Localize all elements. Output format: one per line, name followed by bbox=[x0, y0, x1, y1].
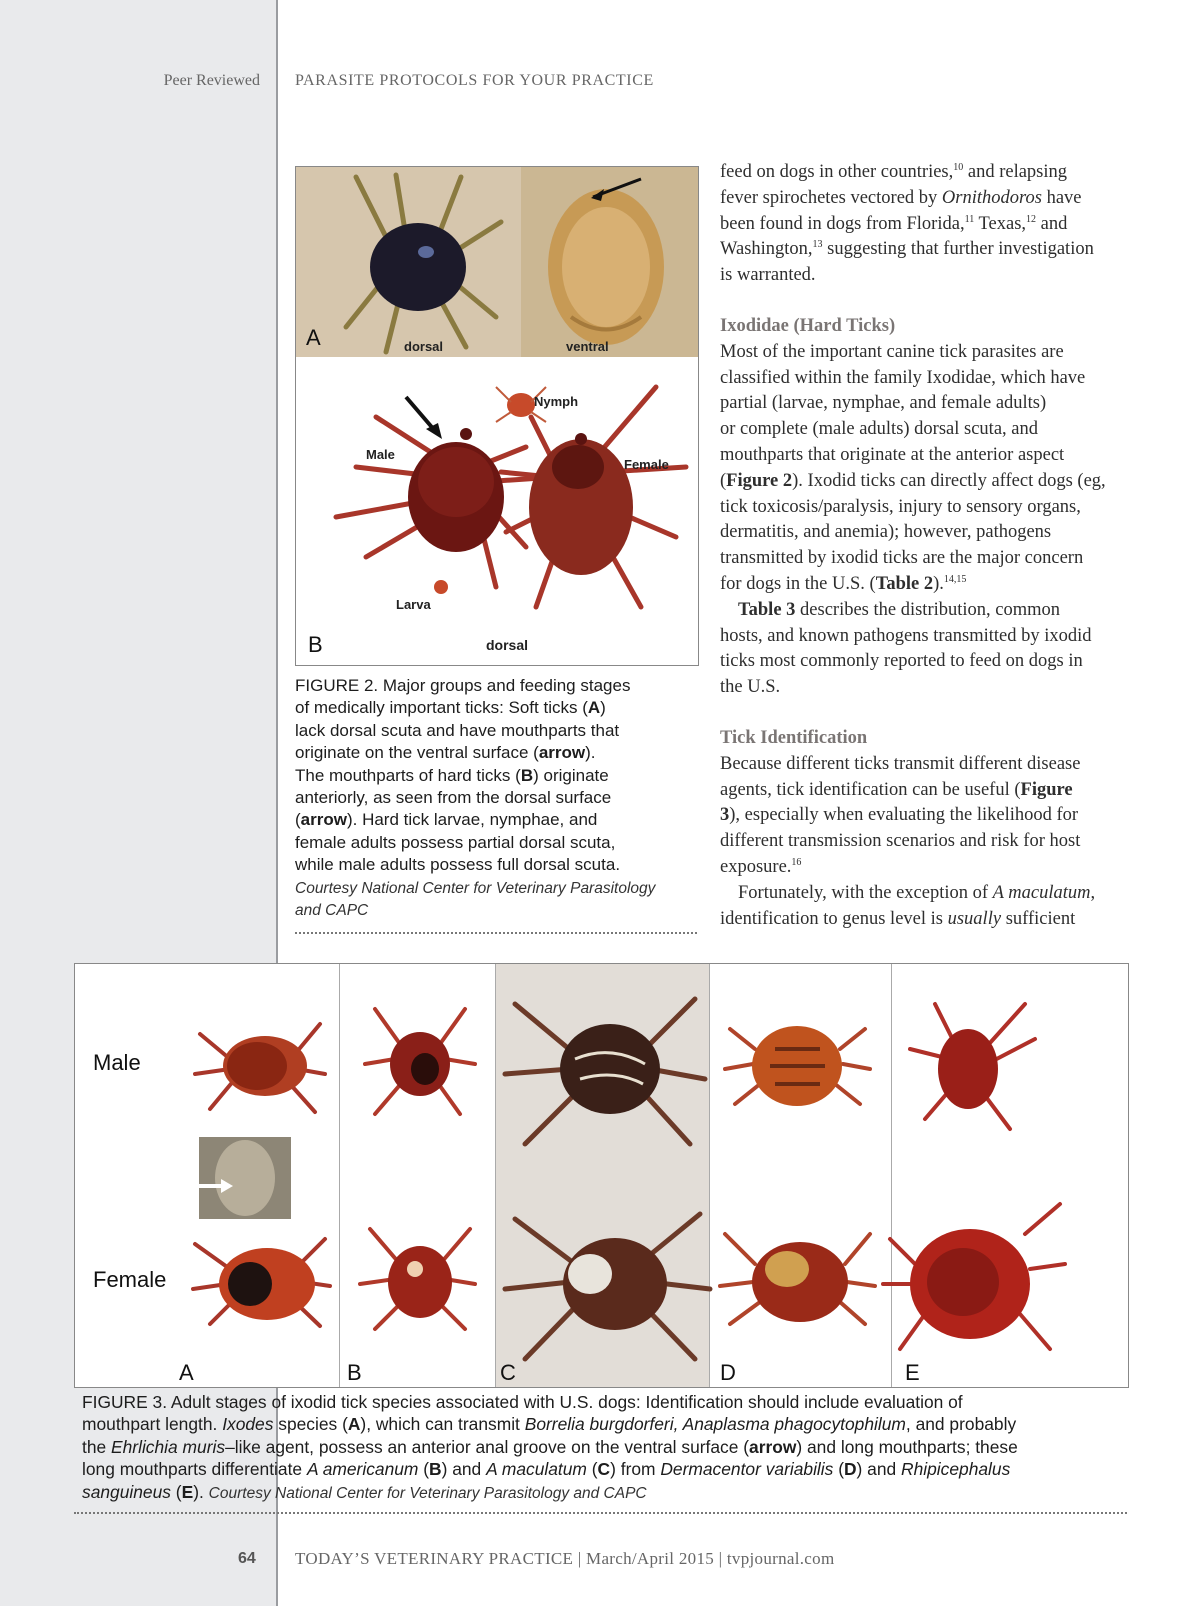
credit-line: Courtesy National Center for Veterinary Parasitology bbox=[295, 880, 656, 897]
figure-3-credit: Courtesy National Center for Veterinary Parasitology and CAPC bbox=[208, 1484, 647, 1502]
figure-3-letter-a: A bbox=[179, 1360, 194, 1385]
caption-line: of medically important ticks: Soft ticks (A) bbox=[295, 698, 606, 718]
caption-line: mouthpart length. Ixodes species (A), which can transmit Borrelia burgdorferi, Anaplasma phagocytophilum, and probably bbox=[82, 1414, 1017, 1435]
figure-3 bbox=[74, 963, 1129, 1388]
page-number: 64 bbox=[238, 1550, 256, 1567]
hard-tick-photos bbox=[296, 357, 698, 665]
caption-line: the Ehrlichia muris–like agent, possess an anterior anal groove on the ventral surface (arrow) and long mouthparts; these bbox=[82, 1436, 1018, 1457]
caption-line: anteriorly, as seen from the dorsal surface bbox=[295, 788, 612, 808]
paragraph-2: Most of the important canine tick parasites are classified within the family Ixodidae, which have partial (larvae, nymphae, and female adults) or complete (male adults) dorsal scuta, and mouthparts that originate at the anterior aspect (Figure 2). Ixodid ticks can directly affect dogs (eg, tick toxicosis/paralysis, injury to sensory organs, dermatitis, and anemia); however, pathogens transmitted by ixodid ticks are the major concern for dogs in the U.S. (Table 2).$^{14,15}$ bbox=[720, 341, 1106, 594]
caption-line: while male adults possess full dorsal scuta. bbox=[295, 855, 621, 875]
figure-3-letter-e: E bbox=[905, 1360, 920, 1385]
figure-3-caption bbox=[82, 1391, 1122, 1505]
credit-line: and CAPC bbox=[295, 902, 369, 919]
figure-2-credit bbox=[295, 878, 695, 922]
peer-reviewed-label: Peer Reviewed bbox=[163, 72, 260, 89]
caption-line: The mouthparts of hard ticks (B) originate bbox=[295, 765, 609, 785]
figure-3-letter-b: B bbox=[347, 1360, 362, 1385]
row-label-female: Female bbox=[93, 1267, 167, 1292]
caption-line: FIGURE 3. Adult stages of ixodid tick species associated with U.S. dogs: Identification should include evaluation of bbox=[82, 1392, 963, 1412]
ixodid-species-photos bbox=[75, 964, 1128, 1387]
label-larva: Larva bbox=[396, 597, 431, 612]
caption-line: female adults possess partial dorsal scuta, bbox=[295, 832, 616, 852]
label-male: Male bbox=[366, 447, 395, 462]
row-label-male: Male bbox=[93, 1050, 141, 1075]
caption-line: long mouthparts differentiate A americanum (B) and A maculatum (C) from Dermacentor variabilis (D) and Rhipicephalus bbox=[82, 1459, 1011, 1480]
label-dorsal-b: dorsal bbox=[486, 637, 529, 653]
subheading-tick-identification: Tick Identification bbox=[720, 727, 868, 748]
caption-line: originate on the ventral surface (arrow). bbox=[295, 743, 596, 763]
figure-2 bbox=[295, 166, 699, 666]
footer-publication: TODAY’S VETERINARY PRACTICE | March/April 2015 | tvpjournal.com bbox=[295, 1549, 835, 1568]
figure-2-panel-b bbox=[296, 357, 698, 665]
figure-2-letter-a: A bbox=[306, 325, 321, 350]
figure-2-divider bbox=[295, 932, 697, 934]
paragraph-4: Because different ticks transmit different disease agents, tick identification can be useful (Figure 3), especially when evaluating the likelihood for different transmission scenarios and risk for host exposure.$^{16}$ bbox=[720, 753, 1081, 877]
label-ventral-a: ventral bbox=[566, 339, 609, 354]
subheading-ixodidae: Ixodidae (Hard Ticks) bbox=[720, 315, 896, 336]
paragraph-3: Table 3 describes the distribution, common hosts, and known pathogens transmitted by ixodid ticks most commonly reported to feed on dogs in the U.S. bbox=[720, 599, 1092, 698]
label-dorsal-a: dorsal bbox=[404, 339, 444, 354]
label-nymph: Nymph bbox=[534, 394, 579, 409]
label-female: Female bbox=[624, 457, 669, 472]
figure-2-panel-a bbox=[296, 167, 698, 357]
figure-2-caption bbox=[295, 675, 695, 877]
paragraph-1: feed on dogs in other countries,$^{10}$ and relapsing fever spirochetes vectored by Ornithodoros have been found in dogs from Florida,$^{11}$ Texas,$^{12}$ and Washington,$^{13}$ suggesting that further investigation is warranted. bbox=[720, 161, 1094, 286]
figure-3-divider bbox=[74, 1512, 1127, 1514]
paragraph-5: Fortunately, with the exception of A maculatum, identification to genus level is usually sufficient bbox=[720, 882, 1096, 929]
figure-3-letter-c: C bbox=[500, 1360, 516, 1385]
caption-line: (arrow). Hard tick larvae, nymphae, and bbox=[295, 810, 598, 830]
caption-line: lack dorsal scuta and have mouthparts that bbox=[295, 720, 620, 740]
caption-line: sanguineus (E). Courtesy National Center for Veterinary Parasitology and CAPC bbox=[82, 1481, 647, 1502]
caption-line: FIGURE 2. Major groups and feeding stages bbox=[295, 676, 631, 695]
figure-2-letter-b: B bbox=[308, 632, 323, 657]
figure-3-letter-d: D bbox=[720, 1360, 736, 1385]
soft-tick-photos bbox=[296, 167, 698, 357]
article-right-column bbox=[720, 160, 1130, 932]
section-header: PARASITE PROTOCOLS FOR YOUR PRACTICE bbox=[295, 72, 654, 89]
